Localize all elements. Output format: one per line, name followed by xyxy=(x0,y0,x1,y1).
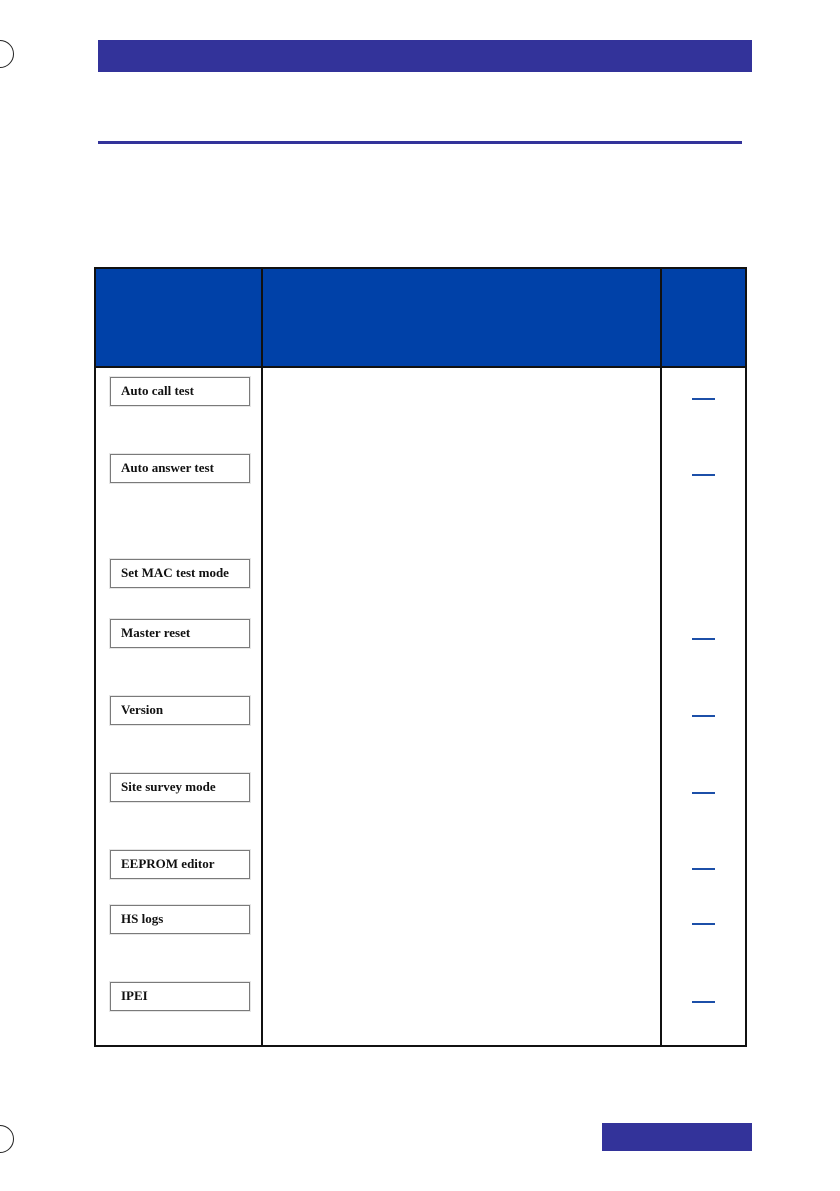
page-ref-auto-answer-test[interactable] xyxy=(692,474,715,476)
menu-item-hs-logs: HS logs xyxy=(110,905,250,934)
menu-item-auto-call-test: Auto call test xyxy=(110,377,250,406)
page-ref-ipei[interactable] xyxy=(692,1001,715,1003)
page-ref-eeprom-editor[interactable] xyxy=(692,868,715,870)
page-ref-site-survey-mode[interactable] xyxy=(692,792,715,794)
menu-item-set-mac-test-mode: Set MAC test mode xyxy=(110,559,250,588)
menu-item-auto-answer-test: Auto answer test xyxy=(110,454,250,483)
column-divider-1 xyxy=(261,269,263,1045)
punch-hole-bottom xyxy=(0,1125,14,1153)
table-header-divider xyxy=(96,366,745,368)
page-ref-auto-call-test[interactable] xyxy=(692,398,715,400)
title-underline xyxy=(98,141,742,144)
footer-bar xyxy=(602,1123,752,1151)
menu-item-version: Version xyxy=(110,696,250,725)
page-ref-version[interactable] xyxy=(692,715,715,717)
page-ref-hs-logs[interactable] xyxy=(692,923,715,925)
menu-item-ipei: IPEI xyxy=(110,982,250,1011)
column-divider-2 xyxy=(660,269,662,1045)
menu-item-site-survey-mode: Site survey mode xyxy=(110,773,250,802)
punch-hole-top xyxy=(0,40,14,68)
menu-item-master-reset: Master reset xyxy=(110,619,250,648)
table-header-row xyxy=(96,269,745,366)
menu-table xyxy=(94,267,747,1047)
header-bar xyxy=(98,40,752,72)
menu-item-eeprom-editor: EEPROM editor xyxy=(110,850,250,879)
page-ref-master-reset[interactable] xyxy=(692,638,715,640)
